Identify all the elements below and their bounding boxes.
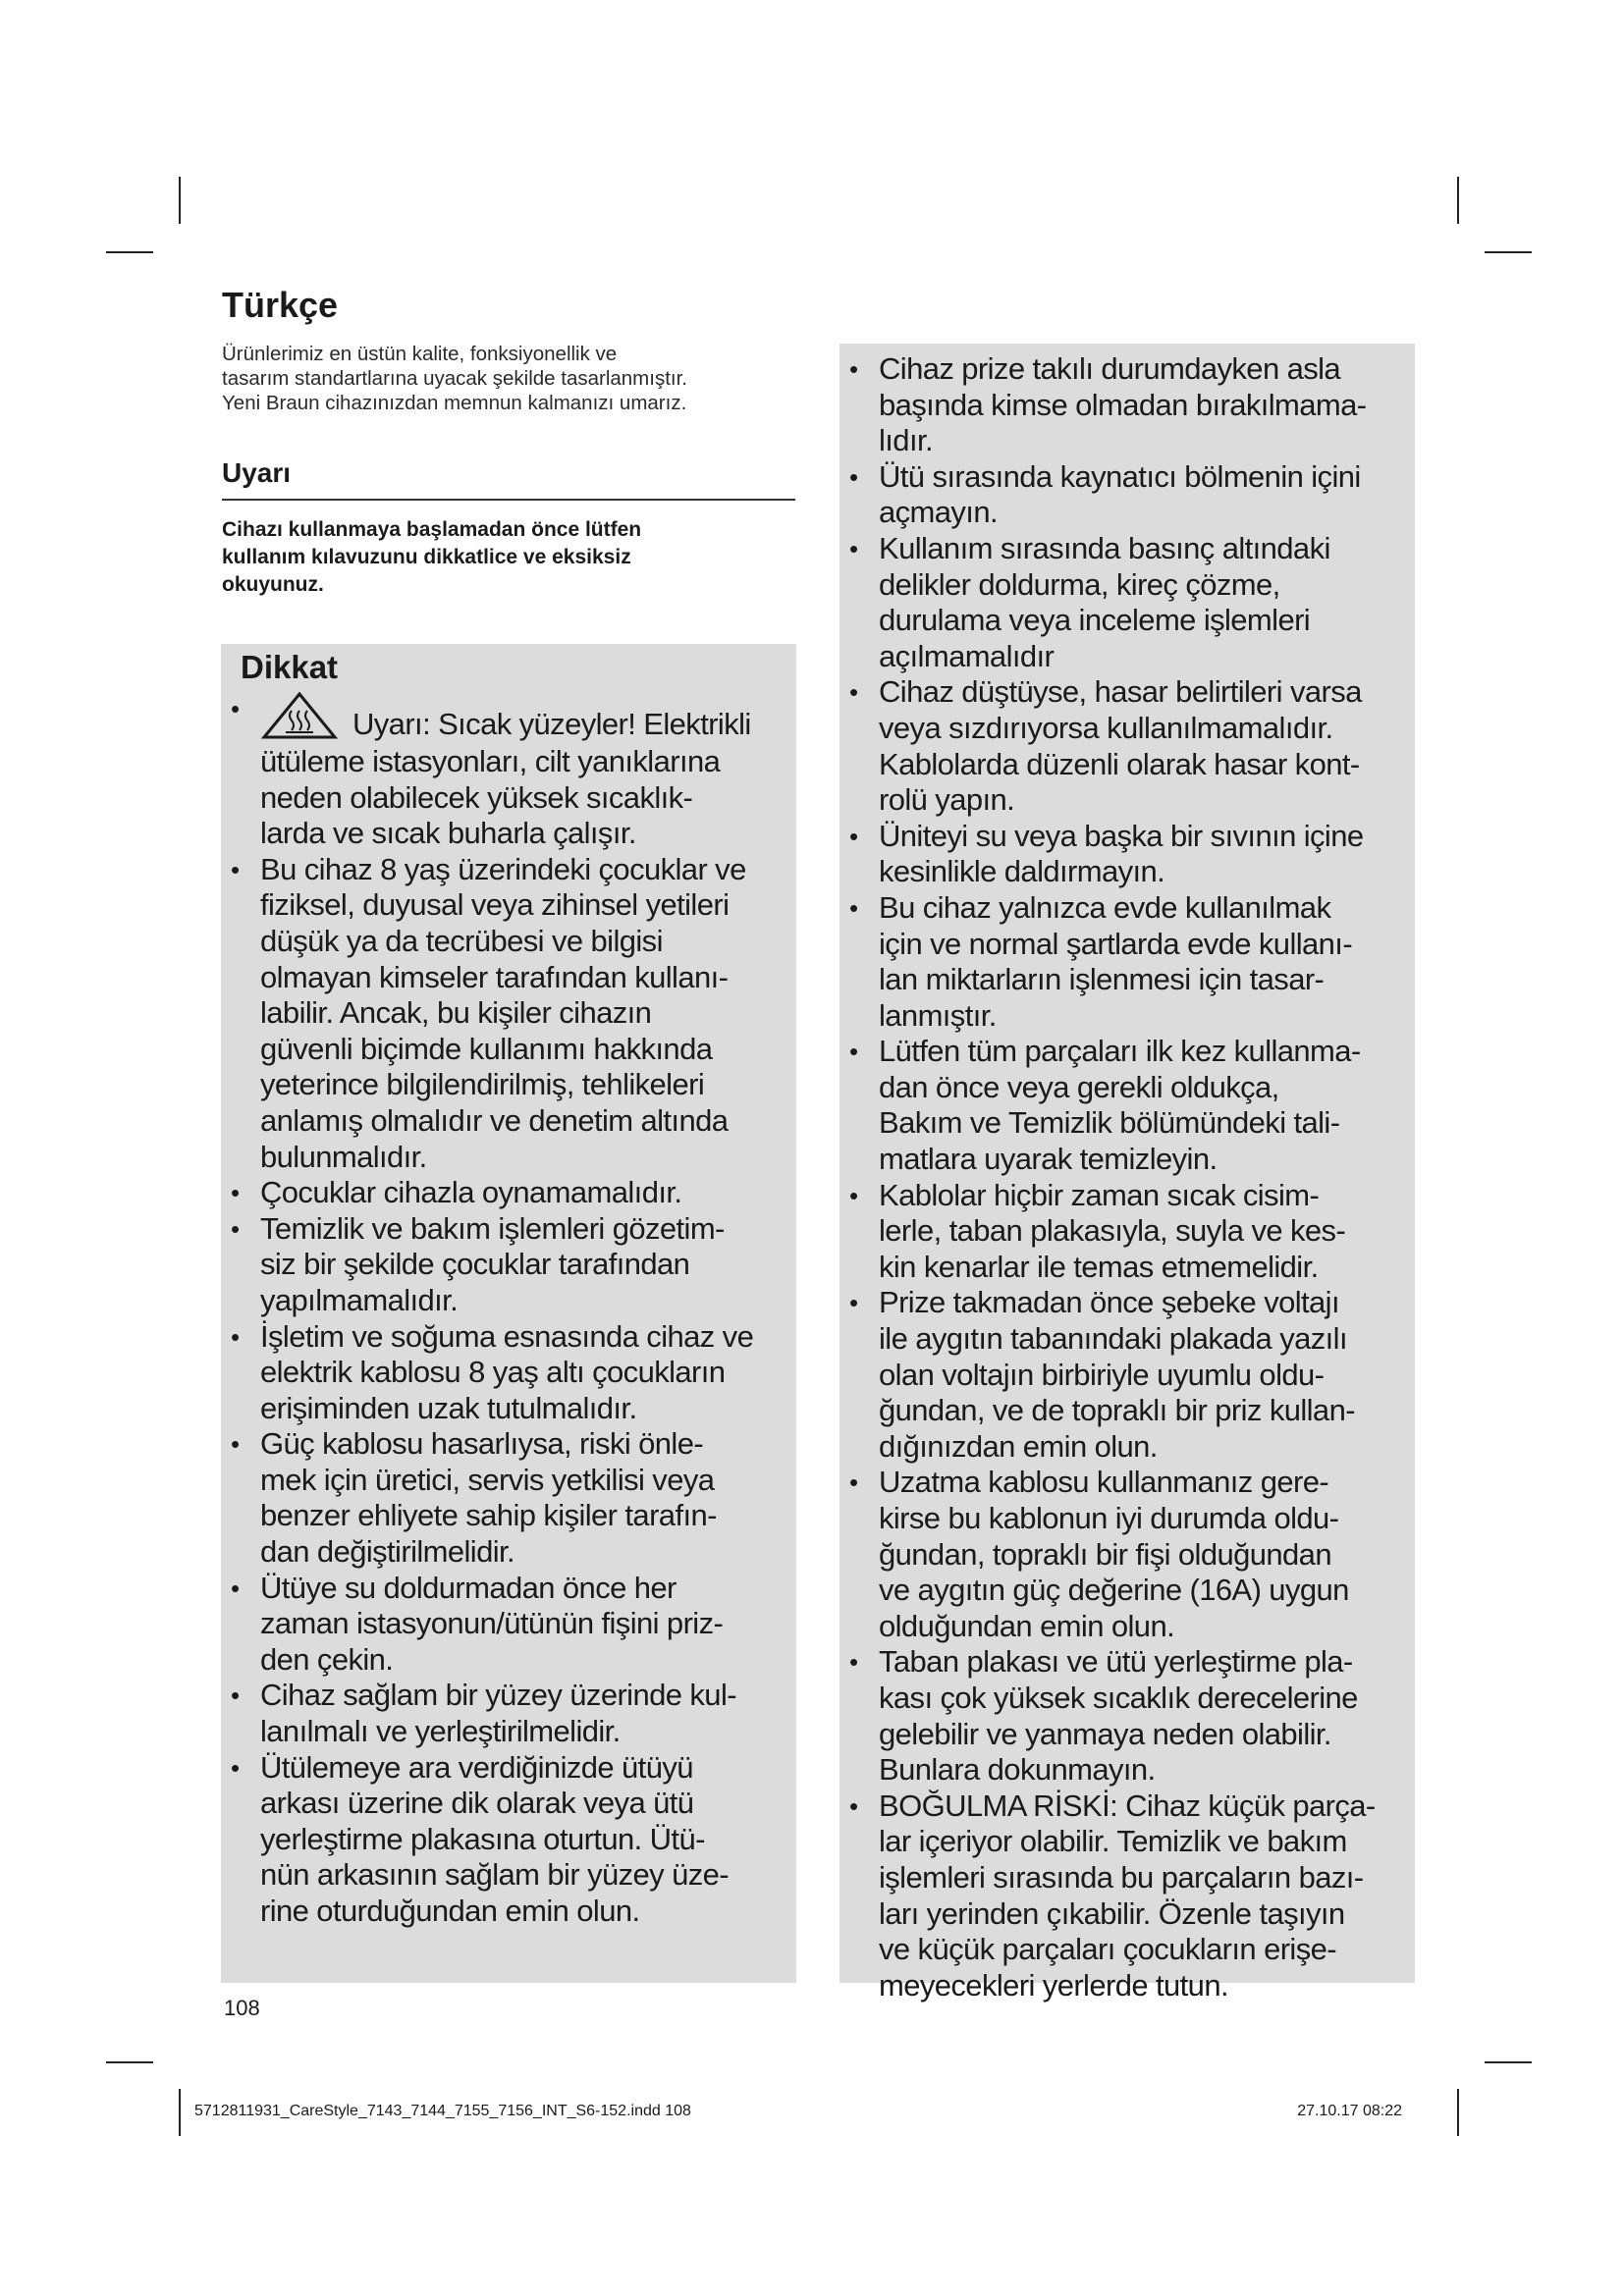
caution-panel-title: Dikkat xyxy=(241,649,339,685)
caution-text-line: İşletim ve soğuma esnasında cihaz ve xyxy=(260,1318,754,1354)
footer-date: 27.10.17 08:22 xyxy=(1297,2103,1402,2119)
caution-text-line: Ütüye su doldurmadan önce her xyxy=(260,1570,677,1605)
bullet-icon: • xyxy=(849,1790,858,1821)
caution-text-line: açılmamalıdır xyxy=(879,638,1055,673)
bullet-icon: • xyxy=(849,1037,858,1067)
caution-item xyxy=(229,1571,796,1679)
caution-text-line: bulunmalıdır. xyxy=(260,1139,427,1174)
caution-text-line: Taban plakası ve ütü yerleştirme pla- xyxy=(879,1644,1353,1680)
caution-text-line: Temizlik ve bakım işlemleri gözetim- xyxy=(260,1210,725,1246)
caution-text-line: lıdır. xyxy=(879,423,933,458)
caution-text-line: Cihaz düştüyse, hasar belirtileri varsa xyxy=(879,674,1362,710)
bullet-icon: • xyxy=(231,1573,240,1603)
caution-item xyxy=(847,1644,1415,1788)
intro-paragraph xyxy=(222,342,811,415)
bullet-icon: • xyxy=(231,1321,240,1352)
caution-item xyxy=(847,1285,1415,1465)
bullet-icon: • xyxy=(849,892,858,923)
instruction-line: okuyunuz. xyxy=(222,573,324,596)
caution-text-line: Ütülemeye ara verdiğinizde ütüyü xyxy=(260,1749,693,1785)
caution-text-line: kesinlikle daldırmayın. xyxy=(879,854,1165,889)
caution-text-line: kin kenarlar ile temas etmemelidir. xyxy=(879,1249,1319,1284)
bullet-icon: • xyxy=(231,1681,240,1711)
caution-text-line: lan miktarların işlenmesi için tasar- xyxy=(879,962,1325,997)
caution-text-line: yapılmamalıdır. xyxy=(260,1282,459,1317)
caution-item xyxy=(847,819,1415,890)
intro-line: tasarım standartlarına uyacak şekilde tasarlanmıştır. xyxy=(222,367,687,390)
caution-text-line: Kablolar hiçbir zaman sıcak cisim- xyxy=(879,1177,1320,1212)
caution-text-line: delikler doldurma, kireç çözme, xyxy=(879,566,1280,602)
caution-text-line: siz bir şekilde çocuklar tarafından xyxy=(260,1247,690,1282)
crop-mark-top-right-vertical xyxy=(1457,177,1459,224)
caution-text-line: gelebilir ve yanmaya neden olabilir. xyxy=(879,1716,1331,1751)
caution-text-line: olduğundan emin olun. xyxy=(879,1608,1175,1643)
caution-text-line: arkası üzerine dik olarak veya ütü xyxy=(260,1786,694,1821)
crop-mark-bottom-left-horizontal xyxy=(106,2061,153,2063)
intro-line: Ürünlerimiz en üstün kalite, fonksiyonellik ve xyxy=(222,343,618,365)
caution-text-line: fiziksel, duyusal veya zihinsel yetileri xyxy=(260,887,730,923)
caution-text-line: benzer ehliyete sahip kişiler tarafın- xyxy=(260,1498,717,1533)
caution-text-line: Uzatma kablosu kullanmanız gere- xyxy=(879,1465,1329,1500)
caution-text-line: ile aygıtın tabanındaki plakada yazılı xyxy=(879,1321,1347,1357)
bullet-icon: • xyxy=(849,1647,858,1678)
caution-item xyxy=(847,1789,1415,2004)
caution-text-line: başında kimse olmadan bırakılmama- xyxy=(879,387,1367,422)
caution-text-line: Bu cihaz 8 yaş üzerindeki çocuklar ve xyxy=(260,851,746,886)
bullet-icon: • xyxy=(849,1180,858,1210)
hot-surface-warning xyxy=(260,691,796,744)
caution-text-line: için ve normal şartlarda evde kullanı- xyxy=(879,926,1353,961)
caution-text-line: Cihaz sağlam bir yüzey üzerinde kul- xyxy=(260,1678,736,1713)
caution-text-line: yeterince bilgilendirilmiş, tehlikeleri xyxy=(260,1067,705,1102)
caution-text-line: Bunlara dokunmayın. xyxy=(879,1752,1156,1788)
caution-text-line: meyecekleri yerlerde tutun. xyxy=(879,1967,1228,2002)
caution-text-line: matlara uyarak temizleyin. xyxy=(879,1142,1218,1177)
caution-text-line: ğundan, ve de topraklı bir priz kullan- xyxy=(879,1393,1355,1428)
caution-text-line: nün arkasının sağlam bir yüzey üze- xyxy=(260,1857,729,1893)
caution-panel xyxy=(221,644,796,1983)
crop-mark-top-right-horizontal xyxy=(1485,251,1532,253)
instruction-line: Cihazı kullanmaya başlamadan önce lütfen xyxy=(222,518,642,541)
caution-text-line: olmayan kimseler tarafından kullanı- xyxy=(260,959,729,994)
caution-text-line: Prize takmadan önce şebeke voltajı xyxy=(879,1285,1339,1320)
caution-list-continued xyxy=(847,351,1415,2003)
bullet-icon: • xyxy=(231,854,240,884)
bullet-icon: • xyxy=(849,821,858,851)
caution-text-line: Cihaz prize takılı durumdayken asla xyxy=(879,351,1341,386)
caution-item xyxy=(229,1175,796,1211)
caution-text-line: olan voltajın birbiriyle uyumlu oldu- xyxy=(879,1357,1325,1392)
caution-item xyxy=(229,1319,796,1427)
caution-item xyxy=(847,890,1415,1034)
caution-text-line: Çocuklar cihazla oynamamalıdır. xyxy=(260,1175,682,1210)
caution-text-line: lanılmalı ve yerleştirilmelidir. xyxy=(260,1714,621,1749)
caution-item xyxy=(847,351,1415,459)
caution-item xyxy=(847,1034,1415,1177)
caution-item xyxy=(847,1465,1415,1644)
caution-text-line: ları yerinden çıkabilir. Özenle taşıyın xyxy=(879,1896,1345,1931)
caution-text-line: Üniteyi su veya başka bir sıvının içine xyxy=(879,818,1364,853)
caution-text-line: dan önce veya gerekli oldukça, xyxy=(879,1069,1279,1104)
caution-text-line: lar içeriyor olabilir. Temizlik ve bakım xyxy=(879,1824,1347,1859)
caution-text-line: neden olabilecek yüksek sıcaklık- xyxy=(260,779,693,815)
caution-text-line: dan değiştirilmelidir. xyxy=(260,1534,515,1570)
crop-mark-bottom-right-vertical xyxy=(1457,2089,1459,2136)
caution-item xyxy=(847,531,1415,674)
caution-text-line: Bu cihaz yalnızca evde kullanılmak xyxy=(879,889,1331,925)
instruction-line: kullanım kılavuzunu dikkatlice ve eksiksiz xyxy=(222,546,631,568)
caution-text-line: lanmıştır. xyxy=(879,997,997,1033)
caution-text-line: yerleştirme plakasına oturtun. Ütü- xyxy=(260,1821,705,1856)
bullet-icon: • xyxy=(231,1178,240,1208)
caution-text-line: elektrik kablosu 8 yaş altı çocukların xyxy=(260,1355,726,1390)
bullet-icon: • xyxy=(231,1213,240,1244)
crop-mark-bottom-left-vertical xyxy=(179,2089,181,2136)
caution-text-line: açmayın. xyxy=(879,495,998,530)
caution-text-line: rine oturduğundan emin olun. xyxy=(260,1894,640,1928)
language-title: Türkçe xyxy=(222,285,339,325)
caution-text-line: mek için üretici, servis yetkilisi veya xyxy=(260,1462,715,1497)
caution-item xyxy=(229,852,796,1175)
caution-text-line: veya sızdırıyorsa kullanılmamalıdır. xyxy=(879,710,1333,745)
bullet-icon: • xyxy=(849,533,858,563)
bullet-icon: • xyxy=(849,1468,858,1498)
caution-item xyxy=(229,691,796,852)
caution-text-line: ve küçük parçaları çocukların erişe- xyxy=(879,1932,1336,1967)
caution-item xyxy=(229,1750,796,1930)
caution-text-line: Kullanım sırasında basınç altındaki xyxy=(879,530,1330,565)
caution-text-line: dığınızdan emin olun. xyxy=(879,1428,1158,1464)
caution-text-line: Lütfen tüm parçaları ilk kez kullanma- xyxy=(879,1034,1361,1069)
caution-text-line: BOĞULMA RİSKİ: Cihaz küçük parça- xyxy=(879,1788,1376,1823)
footer-file-name: 5712811931_CareStyle_7143_7144_7155_7156_INT_S6-152.indd 108 xyxy=(194,2103,691,2119)
bullet-icon: • xyxy=(231,1429,240,1460)
crop-mark-bottom-right-horizontal xyxy=(1485,2061,1532,2063)
caution-text-line: işlemleri sırasında bu parçaların bazı- xyxy=(879,1859,1364,1895)
caution-text-line: erişiminden uzak tutulmalıdır. xyxy=(260,1390,637,1425)
section-heading-warning: Uyarı xyxy=(222,457,795,501)
caution-text-line: ğundan, topraklı bir fişi olduğundan xyxy=(879,1536,1331,1572)
caution-text-line: larda ve sıcak buharla çalışır. xyxy=(260,816,636,851)
caution-text-line: den çekin. xyxy=(260,1641,394,1677)
crop-mark-top-left-vertical xyxy=(179,177,181,224)
caution-item xyxy=(229,1426,796,1570)
bullet-icon: • xyxy=(231,1752,240,1783)
caution-text-line: Kablolarda düzenli olarak hasar kont- xyxy=(879,746,1360,781)
bullet-icon: • xyxy=(849,1288,858,1318)
caution-item xyxy=(847,674,1415,818)
caution-text-line: zaman istasyonun/ütünün fişini priz- xyxy=(260,1606,724,1641)
caution-list xyxy=(229,691,796,1930)
bullet-icon: • xyxy=(849,461,858,492)
caution-text-line: güvenli biçimde kullanımı hakkında xyxy=(260,1031,713,1066)
bullet-icon: • xyxy=(849,677,858,708)
caution-item xyxy=(229,1211,796,1319)
intro-line: Yeni Braun cihazınızdan memnun kalmanızı umarız. xyxy=(222,392,687,414)
caution-text-line: Bakım ve Temizlik bölümündeki tali- xyxy=(879,1105,1340,1141)
caution-text-line: anlamış olmalıdır ve denetim altında xyxy=(260,1102,729,1138)
caution-text-line: durulama veya inceleme işlemleri xyxy=(879,603,1311,638)
caution-text-line: labilir. Ancak, bu kişiler cihazın xyxy=(260,995,652,1031)
bullet-icon: • xyxy=(231,694,240,723)
hot-surface-warning-icon xyxy=(260,691,339,740)
caution-text-line: Güç kablosu hasarlıysa, riski önle- xyxy=(260,1426,704,1462)
caution-item xyxy=(847,1178,1415,1286)
bullet-icon: • xyxy=(849,354,858,384)
crop-mark-top-left-horizontal xyxy=(106,251,153,253)
caution-text-line: ütüleme istasyonları, cilt yanıklarına xyxy=(260,744,721,778)
caution-text-line: rolü yapın. xyxy=(879,782,1015,818)
instruction-paragraph xyxy=(222,516,811,599)
caution-text-line: Ütü sırasında kaynatıcı bölmenin içini xyxy=(879,458,1361,494)
caution-item xyxy=(229,1678,796,1749)
caution-text-line: lerle, taban plakasıyla, suyla ve kes- xyxy=(879,1213,1346,1249)
caution-text-line: kirse bu kablonun iyi durumda oldu- xyxy=(879,1501,1339,1535)
page-number: 108 xyxy=(224,1996,260,2020)
caution-panel-continued xyxy=(839,344,1415,2002)
caution-item xyxy=(847,459,1415,531)
caution-text-line: düşük ya da tecrübesi ve bilgisi xyxy=(260,923,663,958)
hot-surface-warning-text: Uyarı: Sıcak yüzeyler! Elektrikli xyxy=(352,707,751,741)
caution-text-line: kası çok yüksek sıcaklık derecelerine xyxy=(879,1680,1358,1715)
caution-text-line: ve aygıtın güç değerine (16A) uygun xyxy=(879,1573,1349,1608)
